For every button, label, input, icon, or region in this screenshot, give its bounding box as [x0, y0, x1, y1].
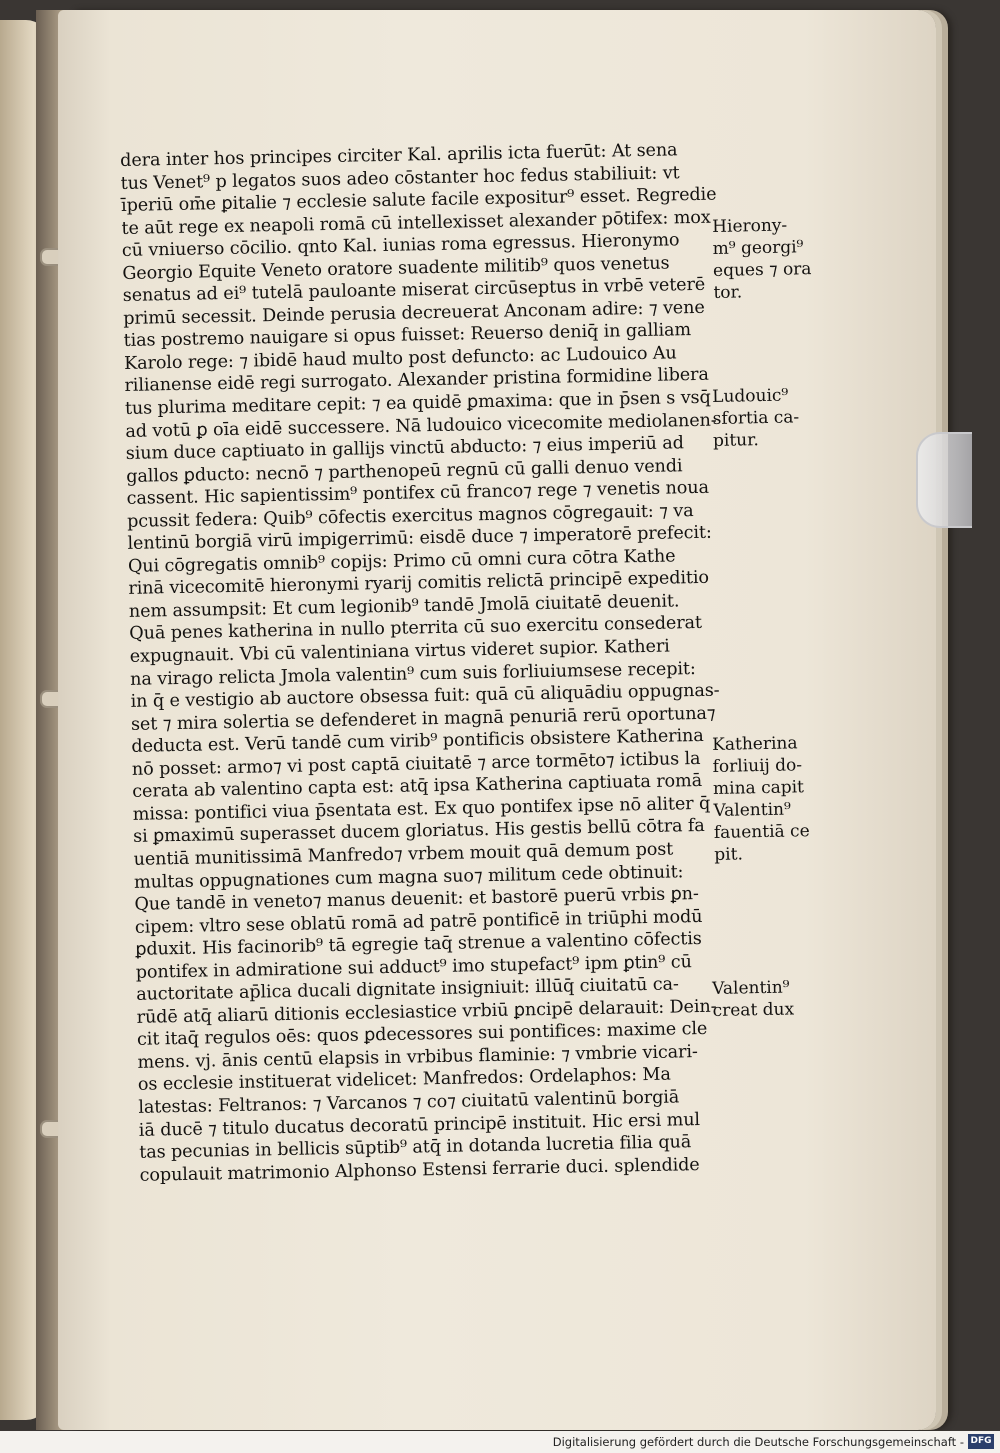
marginal-note-line: forliuij do-	[712, 755, 803, 777]
text-line: cerata ab valentino capta est: atq̄ ipsa Katherina captiuata romā	[132, 771, 703, 803]
text-line: na virago relicta Jmola valentin⁹ cum suis forliuiumsese recepit:	[129, 658, 696, 690]
text-line: Qui cōgregatis omnib⁹ copijs: Primo cū omni cura cōtra Kathe	[127, 546, 676, 577]
marginal-note-katherina	[712, 732, 810, 866]
marginal-note-line: pitur.	[712, 430, 760, 451]
text-line: rinā vicecomitē hieronymi ryarij comitis relictā principē expeditio	[128, 568, 710, 600]
text-line: Georgio Equite Veneto oratore suadente militib⁹ quos venetus	[122, 253, 670, 284]
text-line: multas oppugnationes cum magna suo⁊ militum cede obtinuit:	[133, 861, 684, 893]
text-line: Karolo rege: ⁊ ibidē haud multo post defuncto: ac Ludouico Au	[123, 343, 677, 374]
text-line: si ꝑmaximū superasset ducem gloriatus. His gestis bellū cōtra fa	[133, 816, 705, 848]
marginal-note-line: pit.	[714, 844, 744, 865]
text-line: pontifex in admiratione sui adduct⁹ imo stupefact⁹ ipm ꝑtin⁹ cū	[135, 951, 692, 983]
text-line: Quā penes katherina in nullo pterrita cū suo exercitu consederat	[129, 613, 703, 645]
text-line: missa: pontifici viua p̄sentata est. Ex quo pontifex ipse nō aliter q̄	[132, 793, 711, 825]
text-line: cassent. Hic sapientissim⁹ pontifex cū franco⁊ rege ⁊ venetis noua	[126, 477, 710, 510]
footer-credit: Digitalisierung gefördert durch die Deutsche Forschungsgemeinschaft -	[552, 1435, 964, 1449]
text-line: tus Venet⁹ p legatos suos adeo cōstanter hoc fedus stabiliuit: vt	[120, 162, 680, 194]
text-line: in q̄ e vestigio ab auctore obsessa fuit: quā cū aliquādiu oppugnas-	[130, 680, 720, 713]
text-line: set ⁊ mira solertia se defenderet in magnā penuriā rerū oportuna⁊	[130, 703, 716, 735]
text-line: Que tandē in veneto⁊ manus deuenit: et bastorē puerū vrbis ꝑn-	[134, 884, 699, 915]
text-line: sium duce captiuato in gallijs vinctū abducto: ⁊ eius imperiū ad	[125, 433, 685, 465]
marginal-note-line: Ludouic⁹	[712, 385, 789, 407]
text-line: mens. vj. ānis centū elapsis in vrbibus flaminie: ⁊ vmbrie vicari-	[137, 1041, 698, 1073]
text-line: pcussit federa: Quib⁹ cōfectis exercitus magnos cōgregauit: ⁊ va	[126, 500, 694, 532]
text-line: tias postremo nauigare si opus fuisset: Reuerso deniq̄ in galliam	[123, 320, 692, 352]
text-line: os ecclesie instituerat videlicet: Manfredos: Ordelaphos: Ma	[137, 1065, 671, 1096]
marginal-note-line: Valentin⁹	[712, 977, 790, 999]
text-line: rūdē atq̄ aliarū ditionis ecclesiastice vrbiū ꝑncipē delarauit: Dein-	[136, 996, 717, 1028]
text-line: auctoritate ap̄lica ducali dignitate insigniuit: illūq̄ ciuitatū ca-	[136, 974, 679, 1006]
marginal-note-line: eques ⁊ ora	[712, 259, 812, 281]
text-line: cit itaq̄ regulos oēs: quos ꝑdecessores sui pontifices: maxime cle	[136, 1019, 708, 1051]
marginal-note-valentinus	[712, 976, 794, 1022]
marginal-note-line: m⁹ georgi⁹	[712, 237, 804, 259]
text-line: lentinū borgiā virū impigerrimū: eisdē duce ⁊ imperatorē prefecit:	[127, 523, 712, 555]
page-clip	[916, 432, 972, 528]
marginal-note-line: fauentiā ce	[713, 821, 810, 843]
marginal-note-ludouicus	[712, 384, 800, 452]
marginal-note-line: Katherina	[712, 733, 798, 755]
text-line: iā ducē ⁊ titulo ducatus decoratū principē instituit. Hic ersi mul	[138, 1109, 701, 1141]
text-line: te aūt rege ex neapoli romā cū intellexisset alexander pōtifex: mox	[121, 207, 711, 239]
text-line: gallos ꝑducto: necnō ⁊ parthenopeū regnū cū galli denuo vendi	[126, 455, 683, 487]
marginal-note-line: mina capit	[712, 777, 805, 799]
text-line: senatus ad ei⁹ tutelā pauloante miserat circūseptus in vrbē veterē	[122, 275, 706, 307]
text-line: primū secessit. Deinde perusia decreuerat Anconam adire: ⁊ vene	[123, 297, 705, 329]
text-line: cipem: vltro sese oblatū romā ad patrē pontificē in triūphi modū	[134, 906, 703, 938]
marginal-note-line: creat dux	[712, 999, 795, 1021]
text-line: nem assumpsit: Et cum legionib⁹ tandē Jmolā ciuitatē deuenit.	[128, 591, 680, 622]
text-line: rilianense eidē regi surrogato. Alexander pristina formidine libera	[124, 365, 709, 397]
text-line: latestas: Feltranos: ⁊ Varcanos ⁊ co⁊ ciuitatū valentinū borgiā	[138, 1087, 680, 1118]
dfg-logo: DFG	[968, 1434, 994, 1449]
footer-bar	[0, 1431, 1000, 1453]
text-line: nō posset: armo⁊ vi post captā ciuitatē ⁊ arce tormēto⁊ ictibus la	[131, 748, 701, 780]
text-line: īperiū om̄e ꝑitalie ⁊ ecclesie salute facile expositur⁹ esset. Regredie	[120, 184, 717, 217]
main-text-block	[120, 139, 730, 1187]
text-line: uentiā munitissimā Manfredo⁊ vrbem mouit quā demum post	[133, 839, 674, 870]
text-line: ꝑduxit. His facinorib⁹ tā egregie taq̄ strenue a valentino cōfectis	[135, 929, 702, 960]
text-line: cū vniuerso cōcilio. qnto Kal. iunias roma egressus. Hieronymo	[121, 230, 680, 262]
text-line: deducta est. Verū tandē cum virib⁹ pontificis obsistere Katherina	[131, 726, 704, 758]
marginal-note-line: sfortia ca-	[712, 407, 800, 429]
marginal-note-line: tor.	[713, 282, 743, 303]
text-line: expugnauit. Vbi cū valentiniana virtus videret supior. Katheri	[129, 636, 670, 667]
text-line: ad votū ꝑ oīa eidē successere. Nā ludouico vicecomite mediolanen-	[125, 410, 717, 442]
text-line: dera inter hos principes circiter Kal. aprilis icta fuerūt: At sena	[120, 140, 678, 171]
marginal-note-line: Valentin⁹	[713, 799, 791, 821]
text-line: copulauit matrimonio Alphonso Estensi ferrarie duci. splendide	[139, 1154, 700, 1186]
marginal-note-line: Hierony-	[712, 215, 788, 237]
text-line: tus plurima meditare cepit: ⁊ ea quidē ꝑmaxima: que in p̄sen s vsq̄	[124, 387, 711, 419]
marginal-note-hieronymus	[712, 214, 812, 304]
text-line: tas pecunias in bellicis sūptib⁹ atq̄ in dotanda lucretia filia quā	[139, 1132, 692, 1163]
